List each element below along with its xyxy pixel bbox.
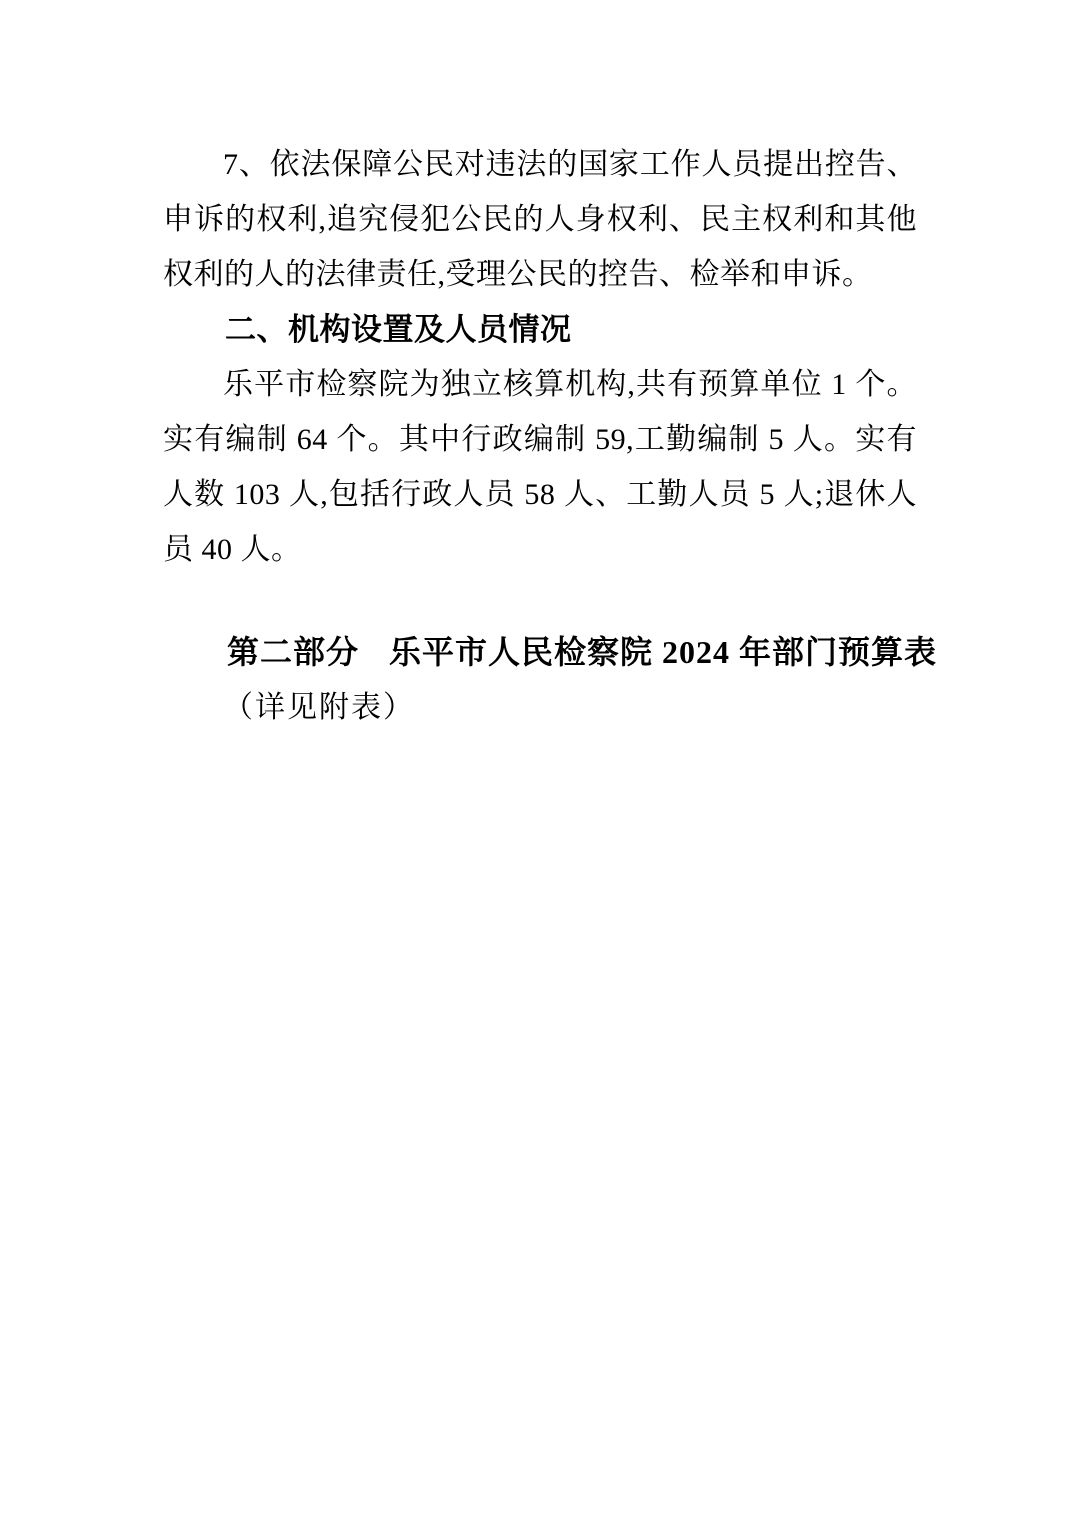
paragraph-legal-duty-item-7: 7、依法保障公民对违法的国家工作人员提出控告、申诉的权利,追究侵犯公民的人身权利、民主权利和其他权利的人的法律责任,受理公民的控告、检举和申诉。 xyxy=(163,148,917,291)
section-heading-org-staffing: 二、机构设置及人员情况 xyxy=(225,312,572,347)
part2-label: 第二部分 xyxy=(227,634,360,670)
paragraph-org-staffing: 乐平市检察院为独立核算机构,共有预算单位 1 个。实有编制 64 个。其中行政编制 59,工勤编制 5 人。实有人数 103 人,包括行政人员 58 人、工勤人员 5 人;退休人员 40 人。 xyxy=(163,368,917,566)
part2-title: 乐平市人民检察院 2024 年部门预算表 xyxy=(389,634,938,670)
part2-title-line xyxy=(163,625,938,680)
appendix-note: （详见附表） xyxy=(223,691,415,724)
